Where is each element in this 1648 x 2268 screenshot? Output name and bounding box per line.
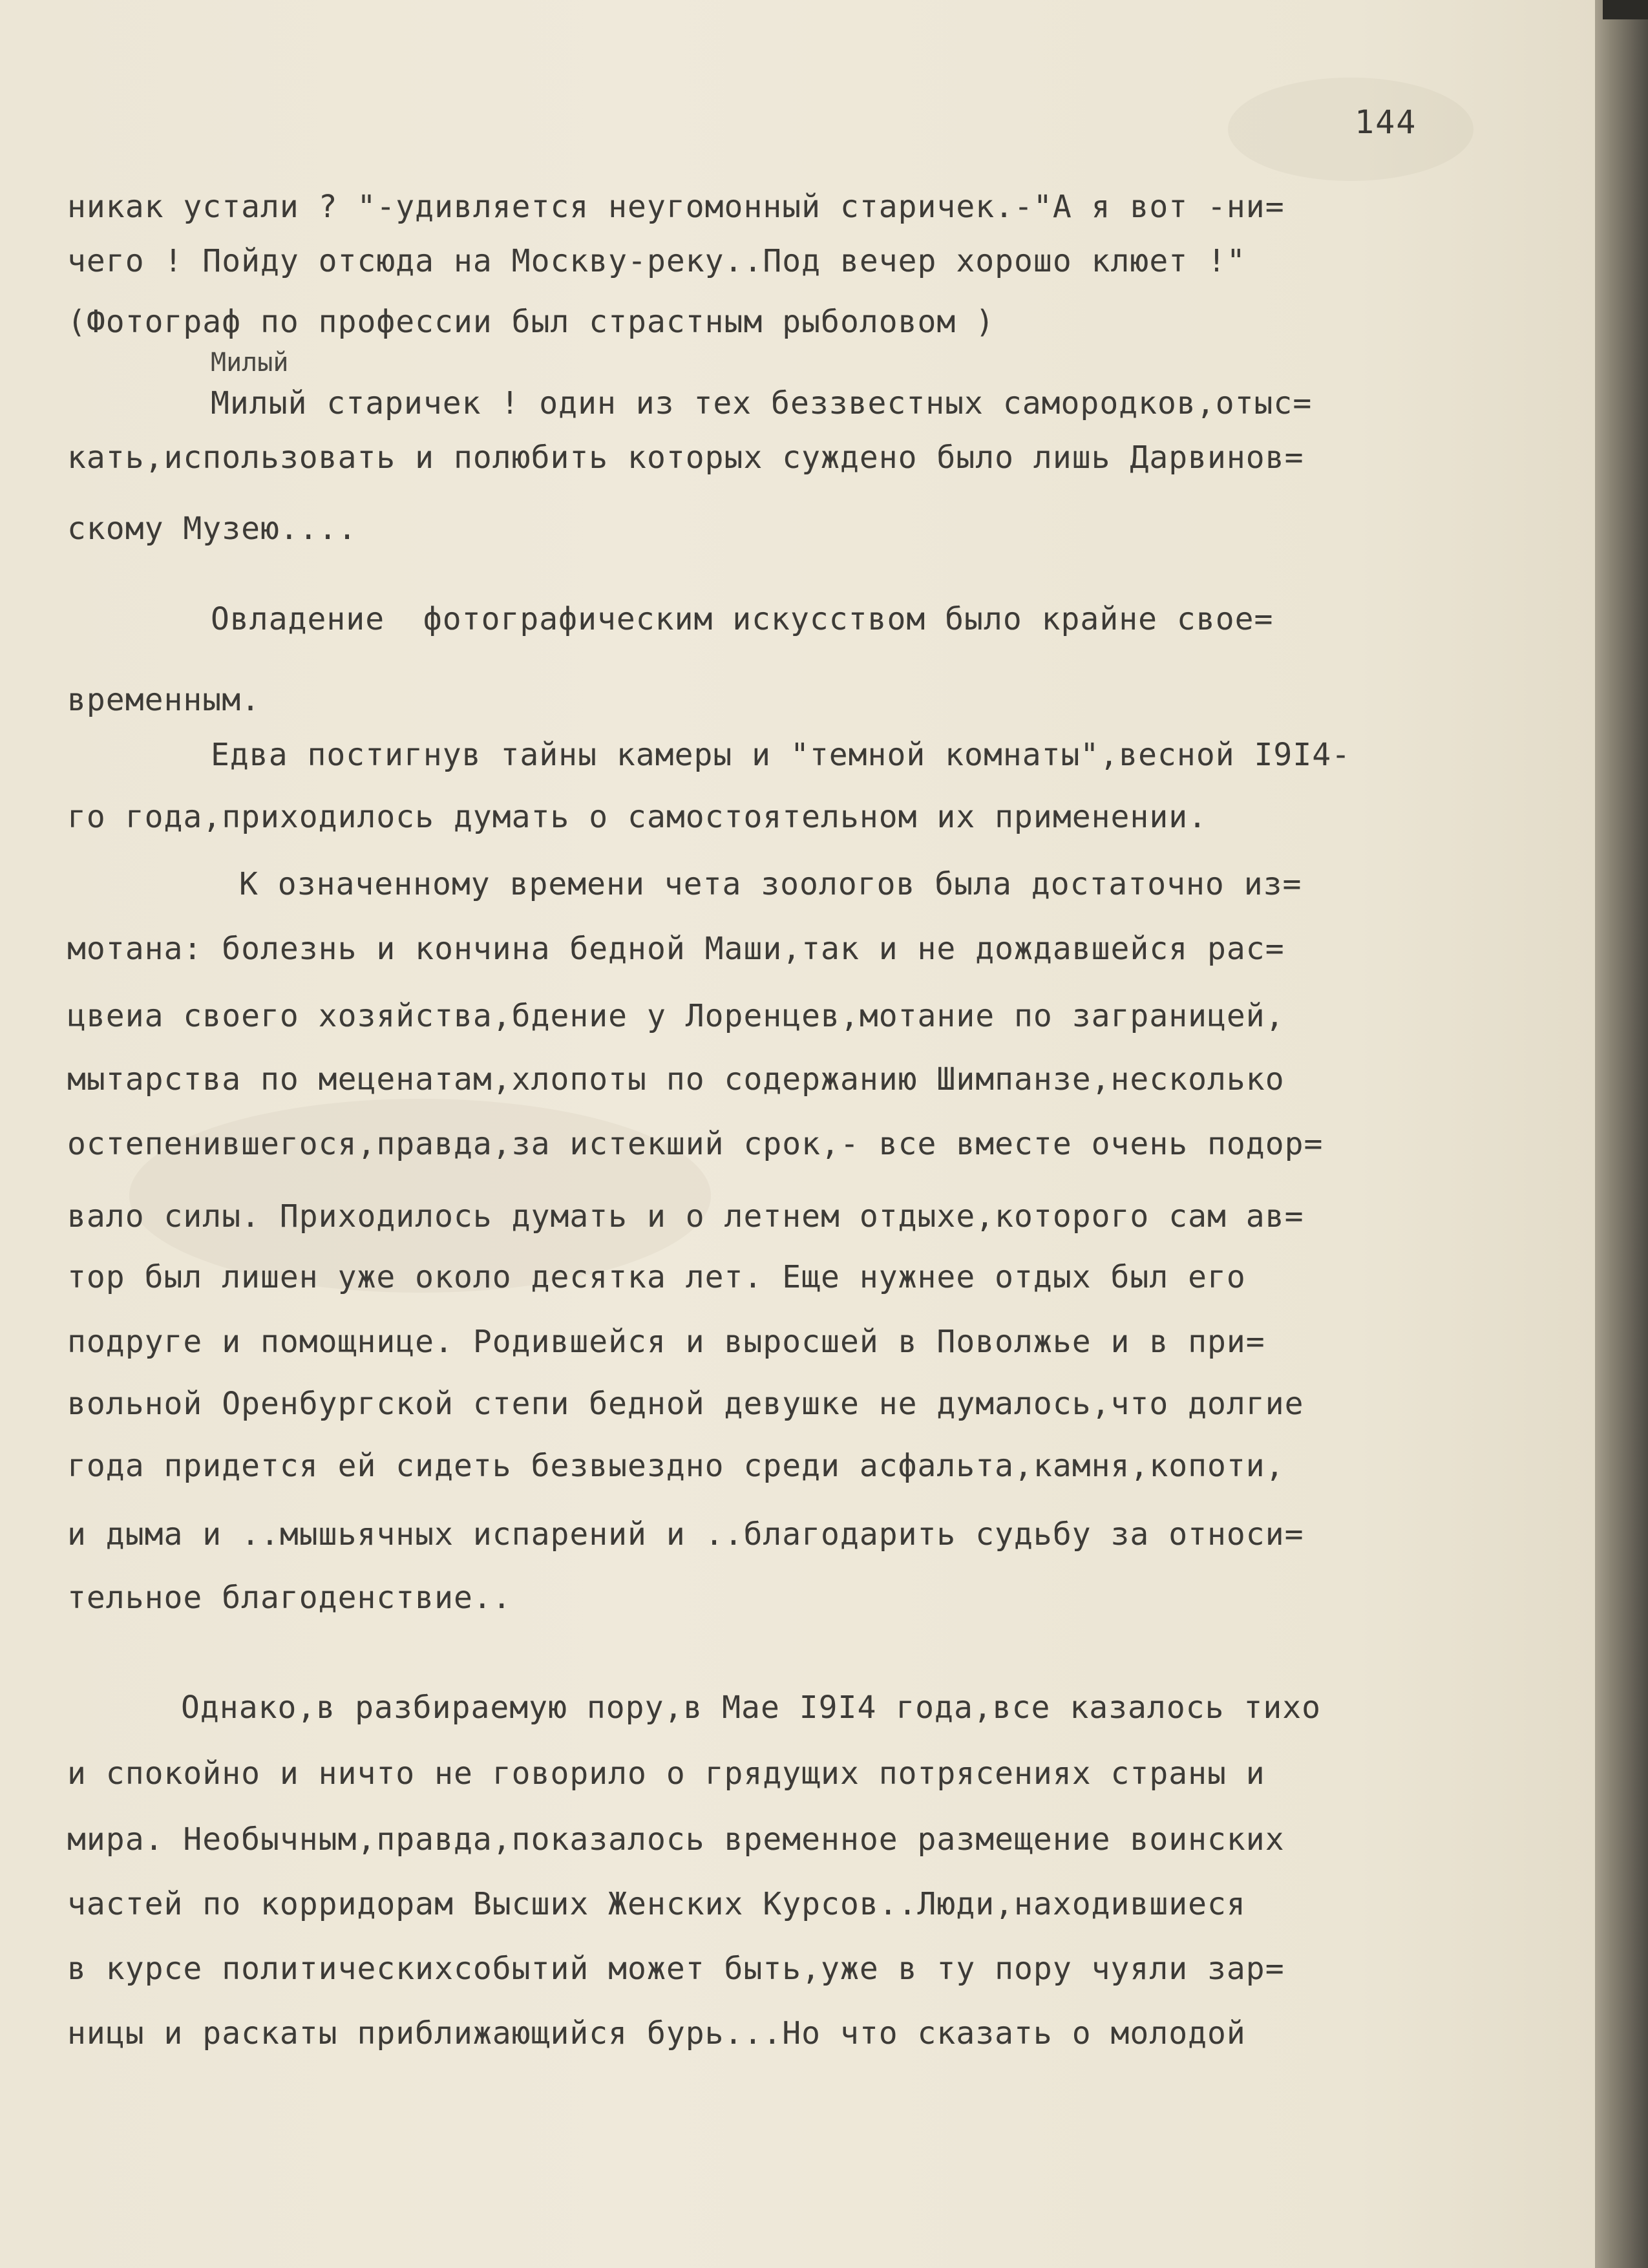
text-line: и дыма и ..мышьячных испарений и ..благодарить судьбу за относи= <box>67 1516 1304 1553</box>
text-line: К означенному времени чета зоологов была достаточно из= <box>239 866 1302 902</box>
text-line: частей по корридорам Высших Женских Курсов..Люди,находившиеся <box>67 1886 1246 1922</box>
text-line: тор был лишен уже около десятка лет. Еще нужнее отдых был его <box>67 1259 1246 1295</box>
text-line: остепенившегося,правда,за истекший срок,- все вместе очень подор= <box>67 1126 1324 1162</box>
text-line: года придется ей сидеть безвыездно среди асфальта,камня,копоти, <box>67 1448 1285 1484</box>
page-edge <box>1595 0 1648 2268</box>
text-line: подруге и помощнице. Родившейся и выросшей в Поволжье и в при= <box>67 1324 1265 1360</box>
text-line: ницы и раскаты приближающийся бурь...Но что сказать о молодой <box>67 2015 1246 2051</box>
text-line: мотана: болезнь и кончина бедной Маши,так и не дождавшейся рас= <box>67 931 1285 967</box>
handwritten-insert: Милый <box>211 348 289 377</box>
text-line: скому Музею.... <box>67 511 357 547</box>
scan-corner <box>1603 0 1648 19</box>
text-line: в курсе политическихсобытий может быть,уже в ту пору чуяли зар= <box>67 1951 1285 1987</box>
text-line: Овладение фотографическим искусством было крайне свое= <box>211 601 1274 637</box>
page-number: 144 <box>1355 103 1417 141</box>
text-line: и спокойно и ничто не говорило о грядущих потрясениях страны и <box>67 1755 1265 1792</box>
text-line: тельное благоденствие.. <box>67 1580 512 1616</box>
text-line: никак устали ? "-удивляется неугомонный старичек.-"А я вот -ни= <box>67 189 1285 225</box>
text-line: мира. Необычным,правда,показалось временное размещение воинских <box>67 1821 1285 1858</box>
text-line: цвеиа своего хозяйства,бдение у Лоренцев,мотание по заграницей, <box>67 998 1285 1034</box>
text-line: Милый старичек ! один из тех беззвестных самородков,отыс= <box>211 385 1313 421</box>
text-line: вольной Оренбургской степи бедной девушке не думалось,что долгие <box>67 1386 1304 1422</box>
text-line: го года,приходилось думать о самостоятельном их применении. <box>67 799 1208 835</box>
text-line: Едва постигнув тайны камеры и "темной комнаты",весной I9I4- <box>211 737 1351 773</box>
text-line: чего ! Пойду отсюда на Москву-реку..Под вечер хорошо клюет !" <box>67 243 1246 279</box>
text-line: (Фотограф по профессии был страстным рыболовом ) <box>67 304 995 340</box>
text-line: Однако,в разбираемую пору,в Мае I9I4 года,все казалось тихо <box>181 1690 1322 1726</box>
text-line: вало силы. Приходилось думать и о летнем отдыхе,которого сам ав= <box>67 1198 1304 1235</box>
text-line: кать,использовать и полюбить которых суждено было лишь Дарвинов= <box>67 440 1304 476</box>
text-line: мытарства по меценатам,хлопоты по содержанию Шимпанзе,несколько <box>67 1061 1285 1097</box>
text-line: временным. <box>67 682 260 718</box>
